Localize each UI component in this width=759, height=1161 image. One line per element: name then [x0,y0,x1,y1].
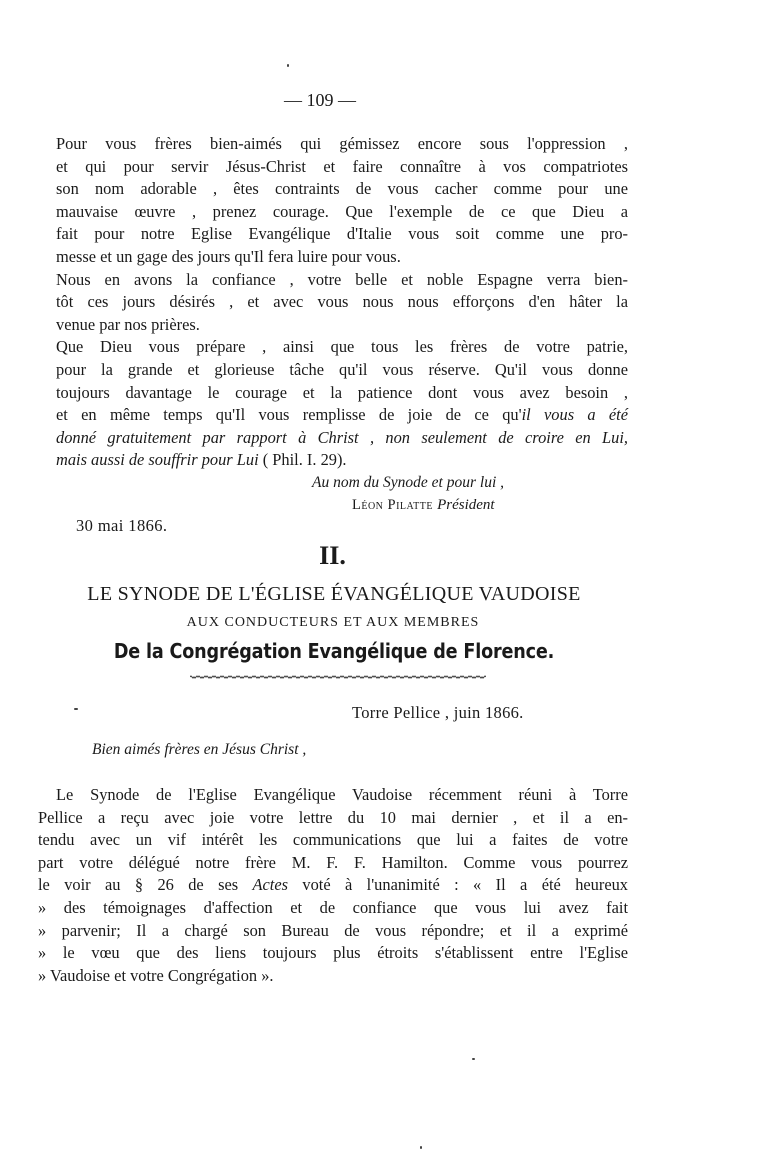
signoff: Au nom du Synode et pour lui , [312,474,505,491]
text-line: Nous en avons la confiance , votre belle et noble Espagne verra bien- [56,269,628,289]
section-addressee: De la Congrégation Evangélique de Florence. [113,639,555,663]
paragraph-2 [56,269,628,337]
text-line: tôt ces jours désirés , et avec vous nous nous efforçons d'en hâter la [56,292,628,312]
text-italic: Actes [252,875,289,895]
signer-name: Léon Pilatte [352,497,433,513]
text-line: venue par nos prières. [56,314,200,334]
text-line: Pour vous frères bien-aimés qui gémissez encore sous l'oppression , [56,134,628,153]
letter2-salutation: Bien aimés frères en Jésus Christ , [92,741,307,758]
text-line: » parvenir; Il a chargé son Bureau de vous répondre; et il a exprimé [38,920,628,940]
letter2-place-date: Torre Pellice , juin 1866. [352,703,524,722]
text-line: mauvaise œuvre , prenez courage. Que l'exemple de ce que Dieu a [56,201,628,221]
text-line: » des témoignages d'affection et de confiance que vous lui avez fait [38,897,628,917]
text-line: Que Dieu vous prépare , ainsi que tous les frères de votre patrie, [56,337,628,357]
text-line [38,874,628,897]
text-normal: voté à l'unanimité : « Il a été heureux [288,875,628,895]
text-line [56,404,628,427]
text-line [56,449,628,472]
letter1-body [56,133,628,472]
text-italic: mais aussi de souffrir pour Lui [56,450,259,470]
scan-speck [420,1146,422,1149]
text-normal: ( Phil. I. 29). [258,450,347,470]
section-heading: LE SYNODE DE L'ÉGLISE ÉVANGÉLIQUE VAUDOISE [87,583,581,605]
text-line: Le Synode de l'Eglise Evangélique Vaudoise récemment réuni à Torre [56,785,628,804]
text-line: Pellice a reçu avec joie votre lettre du 10 mai dernier , et il a en- [38,807,628,827]
section-numeral: II. [319,541,346,570]
text-line: » Vaudoise et votre Congrégation ». [38,965,274,985]
text-line: et qui pour servir Jésus-Christ et faire connaître à vos compatriotes [56,156,628,176]
section-subheading: AUX CONDUCTEURS ET AUX MEMBRES [186,615,480,630]
text-line: son nom adorable , êtes contraints de vous cacher comme pour une [56,179,628,199]
text-line: messe et un gage des jours qu'Il fera luire pour vous. [56,246,401,266]
ornamental-rule [190,674,486,680]
signer [352,497,495,514]
text-normal: le voir au § 26 de ses [38,875,253,895]
letter2-body [38,784,628,987]
text-line: tendu avec un vif intérêt les communications que lui a faites de votre [38,830,628,850]
text-line: fait pour notre Eglise Evangélique d'Italie vous soit comme une pro- [56,224,628,244]
text-line: toujours davantage le courage et la patience dont vous avez besoin , [56,382,628,402]
signer-title: Président [437,497,495,513]
scan-speck [472,1058,475,1060]
text-line: pour la grande et glorieuse tâche qu'il vous réserve. Qu'il vous donne [56,359,628,379]
text-line: part votre délégué notre frère M. F. F. Hamilton. Comme vous pourrez [38,852,628,872]
scan-speck [74,708,78,710]
text-normal: et en même temps qu'Il vous remplisse de joie de ce qu' [56,405,522,425]
letter1-date: 30 mai 1866. [76,516,168,535]
scan-speck [287,64,289,67]
text-italic: il vous a été [521,405,629,425]
page-number: — 109 — [284,90,356,110]
text-line: » le vœu que des liens toujours plus étroits s'établissent entre l'Eglise [38,943,628,963]
paragraph-4 [38,784,628,987]
paragraph-1 [56,133,628,269]
text-line: donné gratuitement par rapport à Christ , non seulement de croire en Lui, [56,427,628,447]
paragraph-3 [56,336,628,472]
